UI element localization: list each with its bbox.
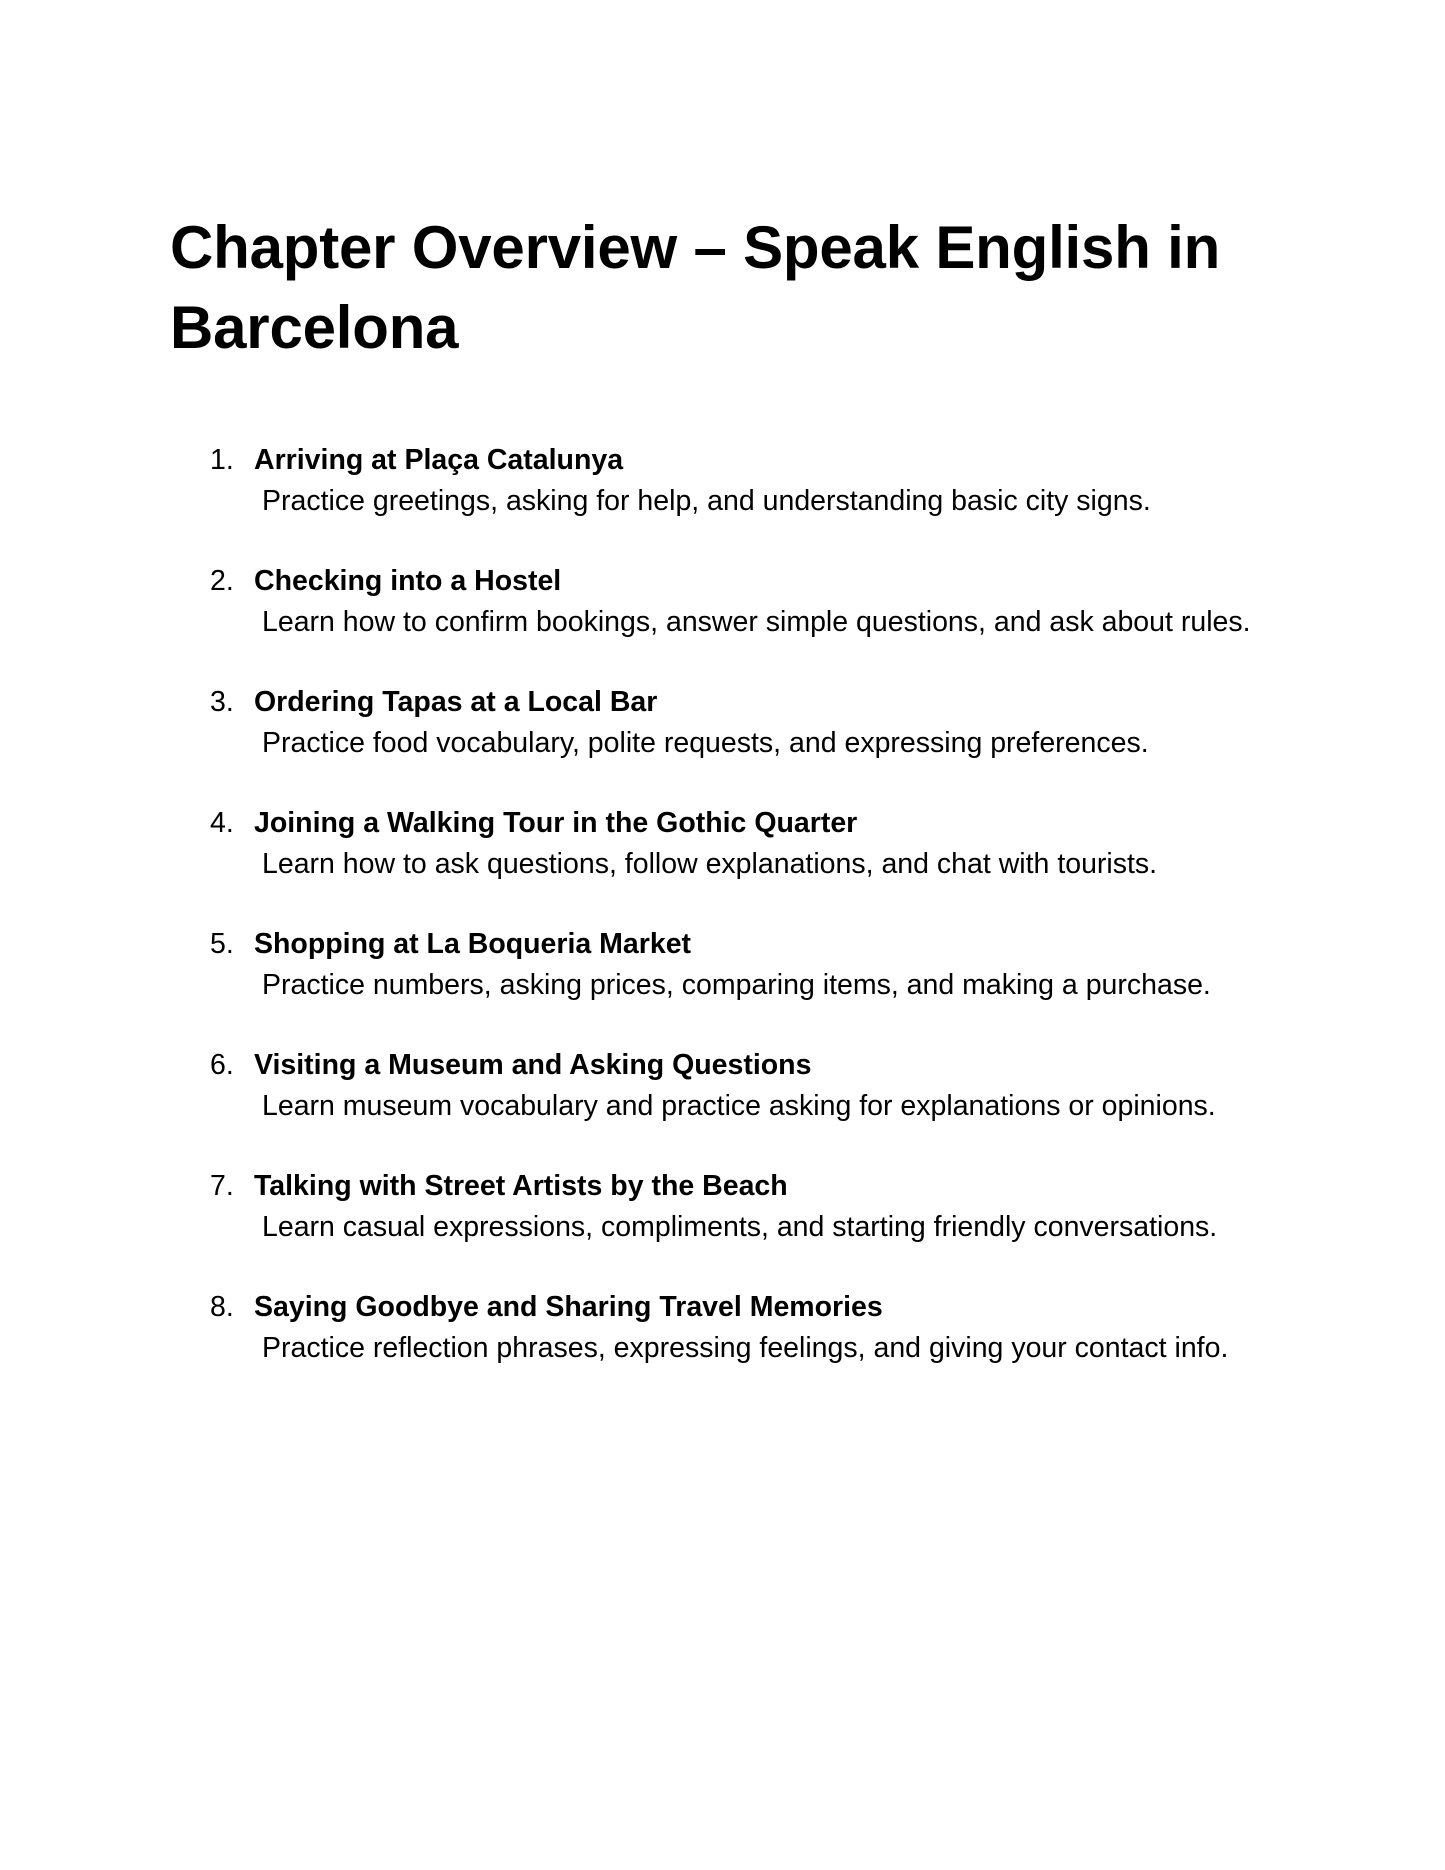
chapter-item — [0, 561, 1445, 642]
chapter-list — [0, 440, 1445, 1408]
chapter-number: 2. — [210, 565, 234, 597]
chapter-number: 4. — [210, 807, 234, 839]
chapter-description: Practice reflection phrases, expressing feelings, and giving your contact info. — [262, 1331, 1229, 1364]
chapter-number: 7. — [210, 1170, 234, 1202]
chapter-description: Learn museum vocabulary and practice asking for explanations or opinions. — [262, 1089, 1216, 1122]
page-title: Chapter Overview – Speak English in Barcelona — [170, 214, 1221, 361]
chapter-number: 6. — [210, 1049, 234, 1081]
chapter-item — [0, 1166, 1445, 1247]
chapter-number: 3. — [210, 686, 234, 718]
chapter-description: Practice food vocabulary, polite requests, and expressing preferences. — [262, 726, 1149, 759]
chapter-title: Ordering Tapas at a Local Bar — [254, 686, 658, 718]
chapter-title: Joining a Walking Tour in the Gothic Quarter — [254, 807, 858, 839]
chapter-number: 5. — [210, 928, 234, 960]
chapter-description: Learn casual expressions, compliments, and starting friendly conversations. — [262, 1210, 1218, 1243]
chapter-number: 8. — [210, 1291, 234, 1323]
chapter-title: Arriving at Plaça Catalunya — [254, 444, 624, 476]
chapter-item — [0, 1287, 1445, 1368]
chapter-title: Checking into a Hostel — [254, 565, 562, 597]
chapter-number: 1. — [210, 444, 234, 476]
chapter-item — [0, 682, 1445, 763]
chapter-title: Shopping at La Boqueria Market — [254, 928, 692, 960]
chapter-title: Visiting a Museum and Asking Questions — [254, 1049, 812, 1081]
chapter-description: Practice greetings, asking for help, and understanding basic city signs. — [262, 484, 1151, 517]
chapter-description: Practice numbers, asking prices, comparing items, and making a purchase. — [262, 968, 1211, 1001]
chapter-item — [0, 1045, 1445, 1126]
chapter-title: Talking with Street Artists by the Beach — [254, 1170, 788, 1202]
chapter-item — [0, 924, 1445, 1005]
chapter-description: Learn how to ask questions, follow explanations, and chat with tourists. — [262, 847, 1158, 880]
chapter-description: Learn how to confirm bookings, answer simple questions, and ask about rules. — [262, 605, 1251, 638]
chapter-title: Saying Goodbye and Sharing Travel Memories — [254, 1291, 883, 1323]
chapter-item — [0, 440, 1445, 521]
chapter-item — [0, 803, 1445, 884]
